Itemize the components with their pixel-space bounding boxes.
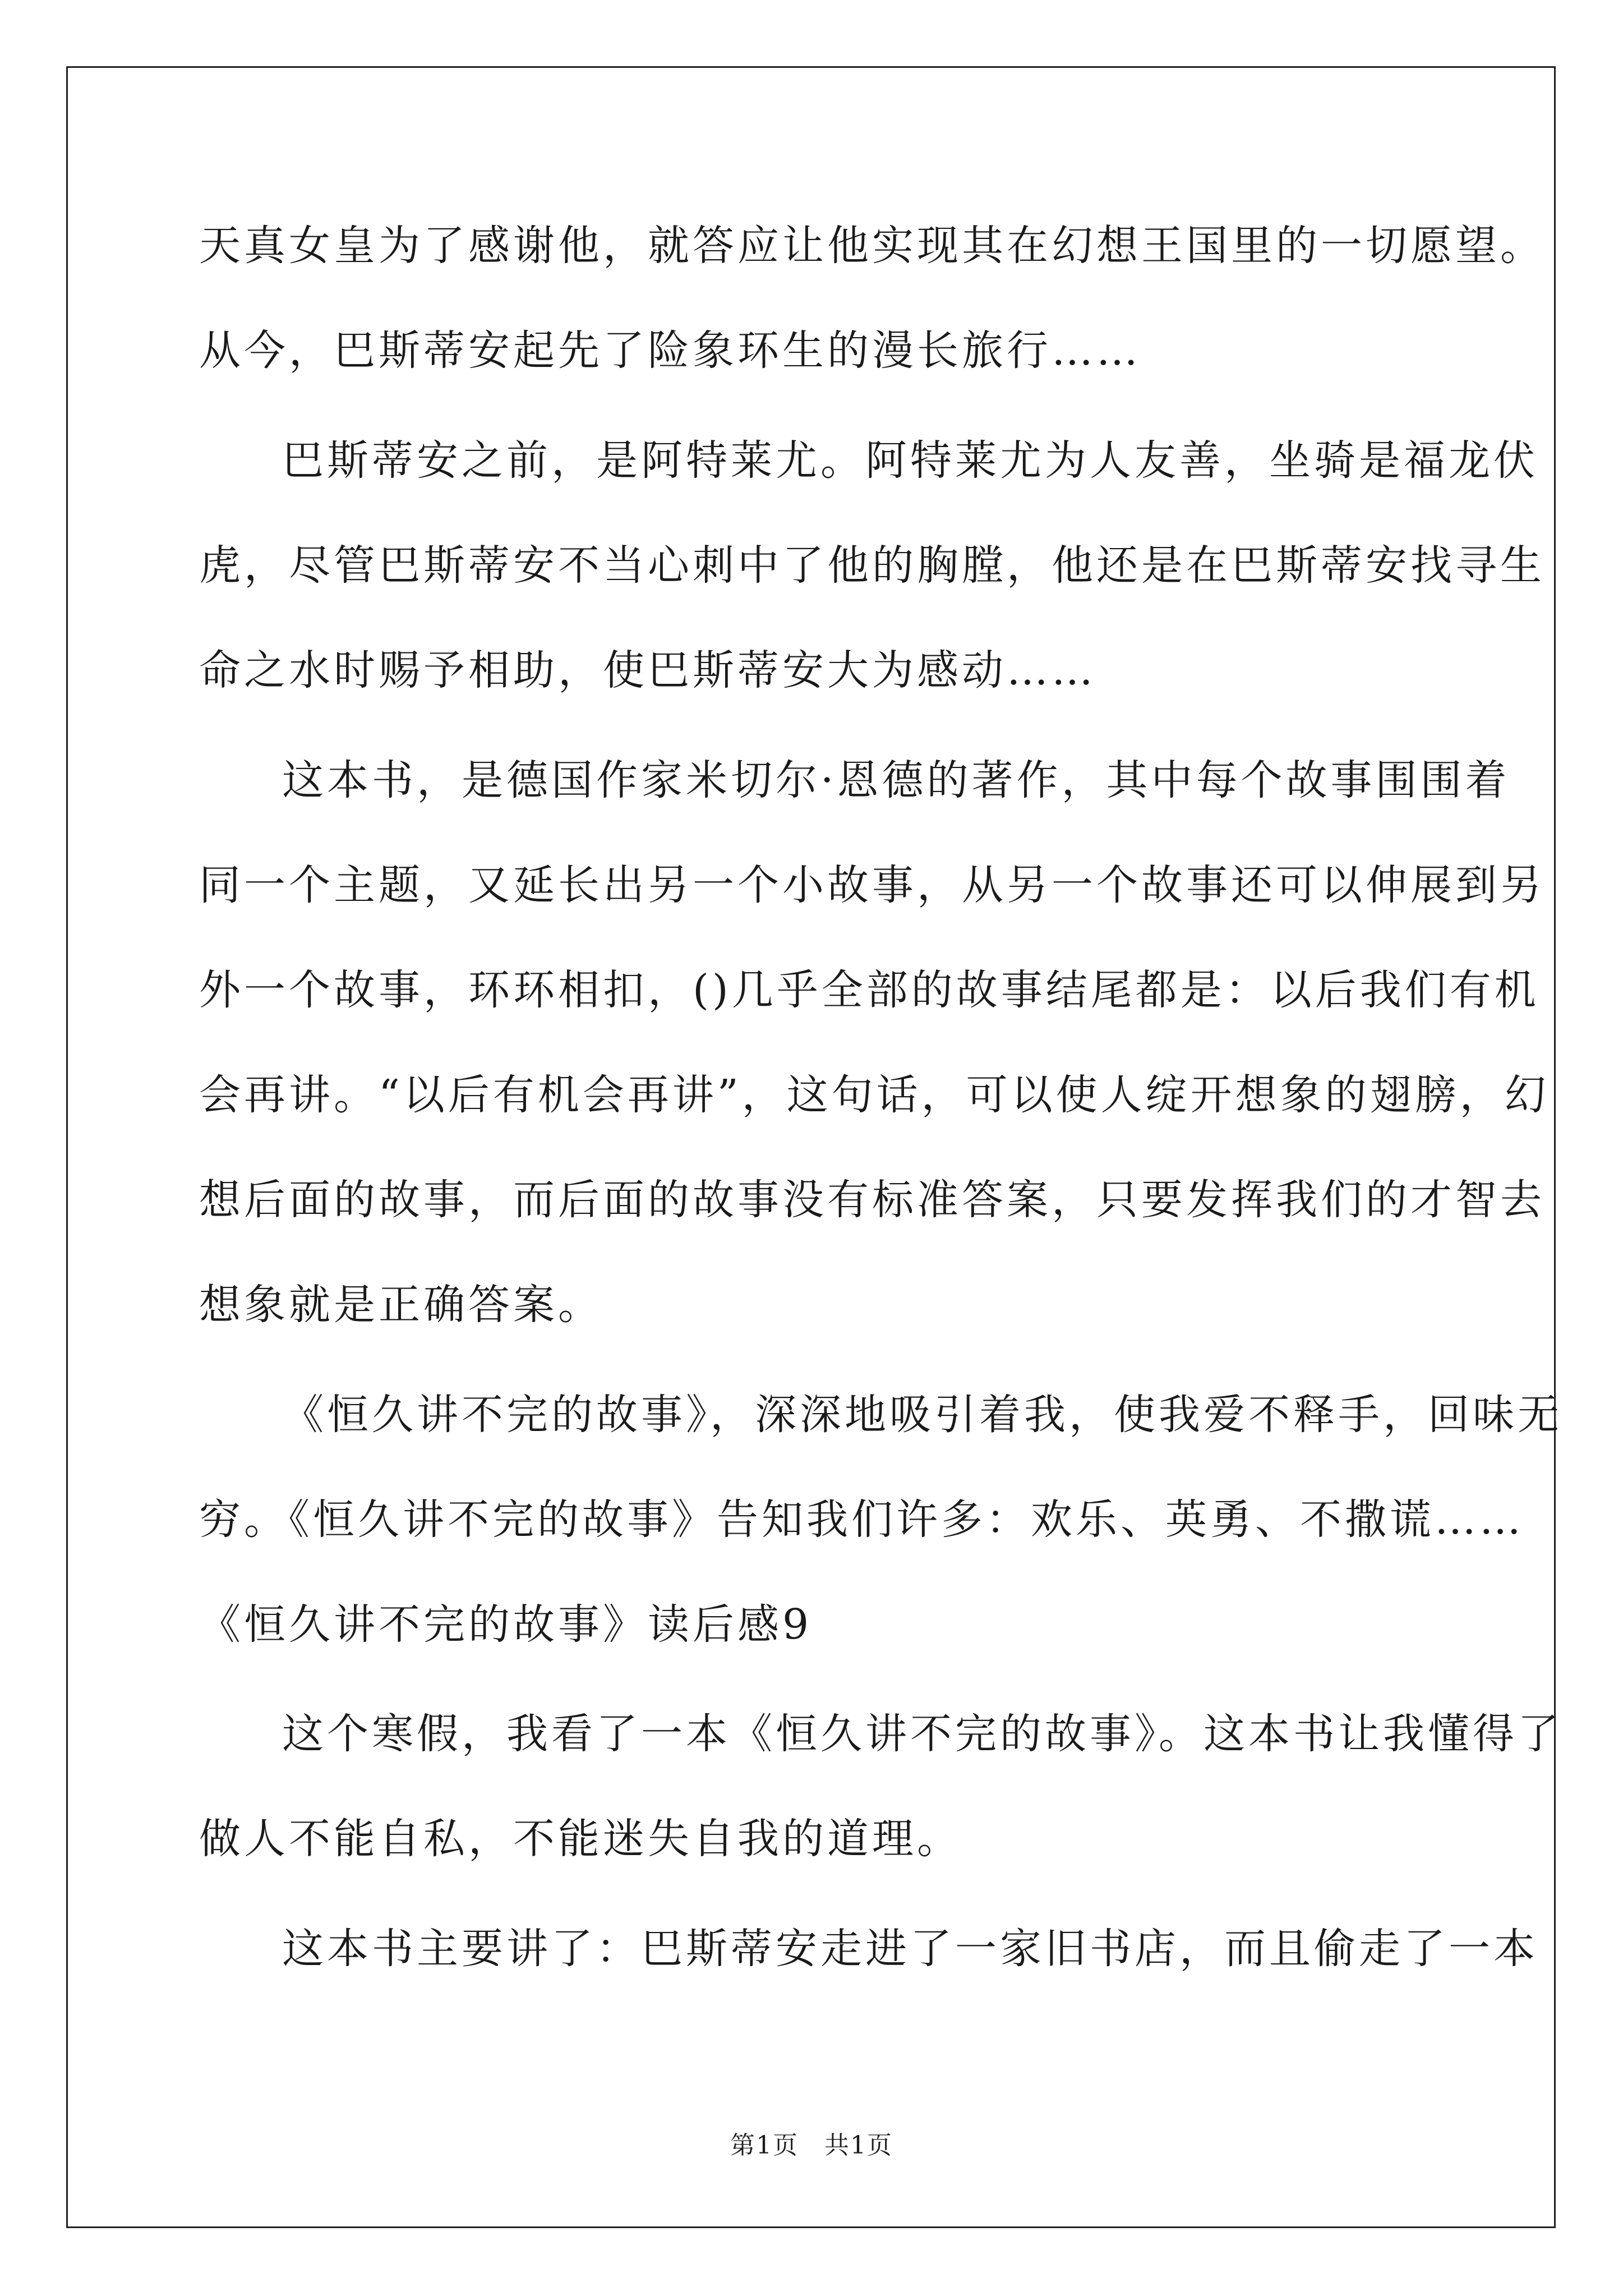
paragraph-start-line: 这个寒假，我看了一本《恒久讲不完的故事》。这本书让我懂得了 [282,1710,1562,1758]
text-line: 做人不能自私，不能迷失自我的道理。 [199,1815,962,1863]
page-footer: 第1页 共1页 [730,2131,893,2160]
text-line: 虎，尽管巴斯蒂安不当心刺中了他的胸膛，他还是在巴斯蒂安找寻生 [199,541,1545,590]
text-line: 穷。《恒久讲不完的故事》告知我们许多：欢乐、英勇、不撒谎…… [199,1496,1524,1544]
paragraph-start-line: 这本书主要讲了：巴斯蒂安走进了一家旧书店，而且偷走了一本 [282,1925,1538,1973]
text-line: 想后面的故事，而后面的故事没有标准答案，只要发挥我们的才智去 [199,1176,1545,1224]
text-line: 会再讲。“以后有机会再讲”，这句话，可以使人绽开想象的翅膀，幻 [199,1071,1550,1119]
text-line: 从今，巴斯蒂安起先了险象环生的漫长旅行…… [199,326,1141,375]
text-line: 外一个故事，环环相扣，()几乎全部的故事结尾都是：以后我们有机 [199,966,1539,1014]
text-line: 命之水时赐予相助，使巴斯蒂安大为感动…… [199,646,1096,694]
text-line: 天真女皇为了感谢他，就答应让他实现其在幻想王国里的一切愿望。 [199,222,1545,270]
paragraph-start-line: 《恒久讲不完的故事》，深深地吸引着我，使我爱不释手，回味无 [282,1391,1562,1439]
paragraph-start-line: 这本书，是德国作家米切尔·恩德的著作，其中每个故事围围着 [282,756,1510,804]
section-heading: 《恒久讲不完的故事》读后感9 [199,1600,813,1649]
page-border [66,66,1556,2228]
paragraph-start-line: 巴斯蒂安之前，是阿特莱尤。阿特莱尤为人友善，坐骑是福龙伏 [282,436,1538,485]
text-line: 同一个主题，又延长出另一个小故事，从另一个故事还可以伸展到另 [199,861,1545,909]
text-line: 想象就是正确答案。 [199,1281,603,1329]
